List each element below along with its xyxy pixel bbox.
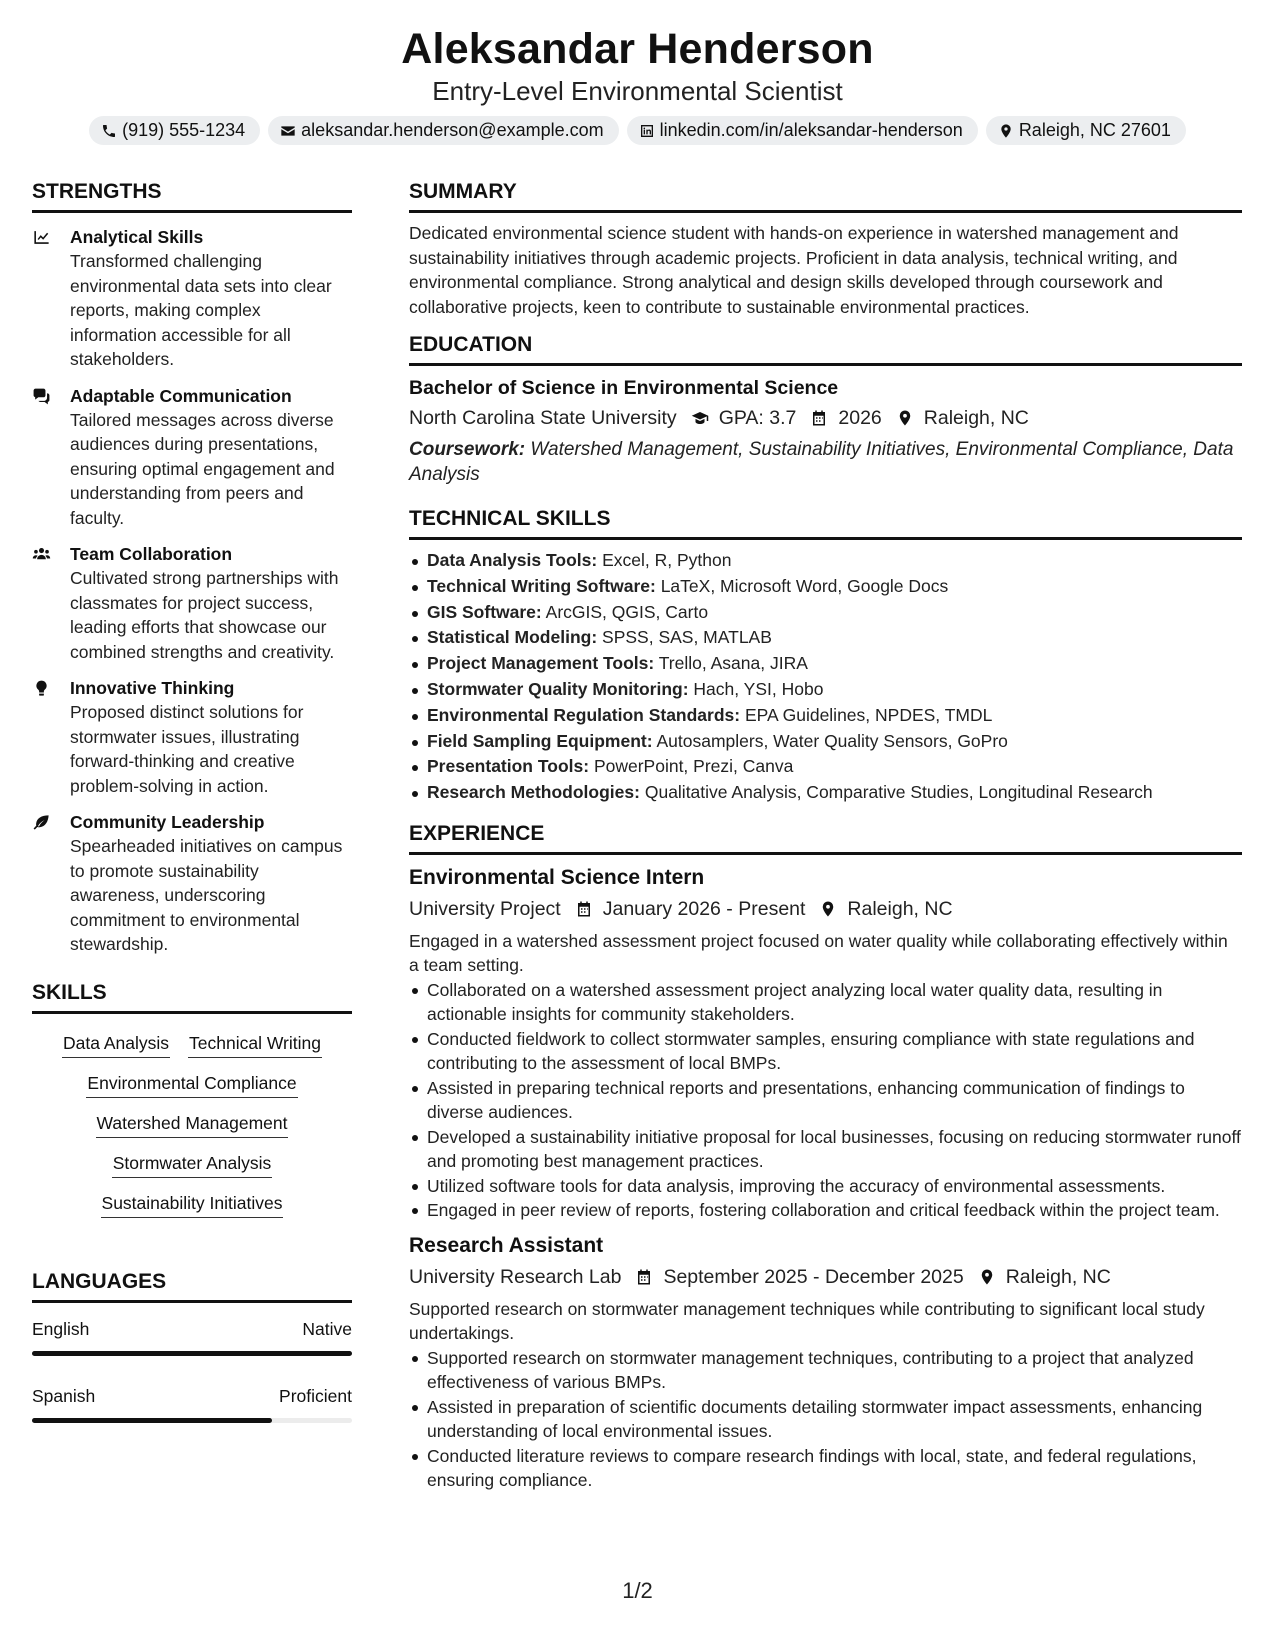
- technical-skills-heading: TECHNICAL SKILLS: [409, 505, 1242, 540]
- list-item: Collaborated on a watershed assessment project analyzing local water quality data, resulting in actionable insights for community stakeholders.: [409, 978, 1242, 1027]
- skill-tag: Stormwater Analysis: [112, 1151, 273, 1178]
- tech-skill-label: GIS Software:: [427, 601, 542, 622]
- tech-skill-label: Data Analysis Tools:: [427, 550, 598, 570]
- tech-skill-label: Statistical Modeling:: [427, 627, 598, 648]
- list-item: [409, 600, 1242, 626]
- tech-skill-value: Excel, R, Python: [602, 550, 732, 570]
- job-meta: [409, 895, 1242, 923]
- users-icon: [32, 545, 51, 564]
- strength-item: [32, 810, 352, 957]
- list-item: [409, 574, 1242, 600]
- strength-desc: Transformed challenging environmental data sets into clear reports, making complex information accessible for all stakeholders.: [70, 251, 332, 369]
- proficiency-bar: [32, 1351, 352, 1356]
- job-bullets: [409, 1346, 1242, 1493]
- summary-heading: SUMMARY: [409, 178, 1242, 213]
- location-chip[interactable]: [986, 116, 1186, 145]
- strength-desc: Proposed distinct solutions for stormwater issues, illustrating forward-thinking and creative problem-solving in action.: [70, 702, 304, 796]
- skill-tag: Environmental Compliance: [86, 1071, 297, 1098]
- tech-skill-value: Trello, Asana, JIRA: [658, 653, 808, 674]
- leaf-icon: [32, 813, 51, 832]
- list-item: Conducted literature reviews to compare research findings with local, state, and federal regulations, ensuring compliance.: [409, 1444, 1242, 1493]
- chart-line-icon: [32, 228, 51, 247]
- list-item: [409, 780, 1242, 806]
- education-heading: EDUCATION: [409, 331, 1242, 366]
- coursework-text: Watershed Management, Sustainability Initiatives, Environmental Compliance, Data Analysis: [409, 439, 1234, 485]
- job-meta: [409, 1263, 1242, 1291]
- school-name: North Carolina State University: [409, 407, 677, 429]
- list-item: Utilized software tools for data analysis, improving the accuracy of environmental assessments.: [409, 1174, 1242, 1199]
- tech-skill-value: ArcGIS, QGIS, Carto: [545, 601, 709, 622]
- job-entry: [409, 864, 1242, 1223]
- strength-item: [32, 542, 352, 664]
- calendar-icon: [810, 409, 828, 427]
- coursework: [409, 438, 1242, 487]
- proficiency-fill: [32, 1418, 272, 1423]
- linkedin-chip[interactable]: [627, 116, 978, 145]
- list-item: Conducted fieldwork to collect stormwater samples, ensuring compliance with state regulations and contributing to the assessment of local BMPs.: [409, 1027, 1242, 1076]
- strength-title: Innovative Thinking: [70, 678, 235, 698]
- tech-skill-label: Environmental Regulation Standards:: [427, 704, 741, 725]
- graduation-year: 2026: [838, 407, 882, 429]
- summary-text: Dedicated environmental science student with hands-on experience in watershed management and sustainability initiatives through academic projects. Proficient in data analysis, technical writing, and environmental compliance. Strong analytical and design skills developed through coursework and collaborative projects, keen to contribute to sustainable environmental practices.: [409, 223, 1179, 317]
- strength-title: Adaptable Communication: [70, 385, 292, 406]
- language-name: Spanish: [32, 1385, 96, 1406]
- strengths-heading: STRENGTHS: [32, 178, 352, 213]
- list-item: [409, 625, 1242, 651]
- list-item: [409, 651, 1242, 677]
- skills-list: [32, 1031, 352, 1218]
- experience-heading: EXPERIENCE: [409, 820, 1242, 855]
- language-level: Native: [302, 1318, 352, 1339]
- skills-heading: SKILLS: [32, 979, 352, 1014]
- resume-header: [0, 0, 1275, 145]
- skill-tag: Sustainability Initiatives: [101, 1191, 284, 1218]
- job-entry: [409, 1232, 1242, 1493]
- tech-skill-value: EPA Guidelines, NPDES, TMDL: [744, 704, 993, 725]
- list-item: [409, 729, 1242, 755]
- job-location: Raleigh, NC: [847, 897, 953, 920]
- strength-title: Team Collaboration: [70, 544, 233, 564]
- job-title: Environmental Science Intern: [409, 865, 705, 889]
- list-item: Engaged in peer review of reports, fostering collaboration and critical feedback within the project team.: [409, 1198, 1242, 1223]
- proficiency-bar: [32, 1418, 352, 1423]
- languages-heading: LANGUAGES: [32, 1268, 352, 1303]
- tech-skill-label: Technical Writing Software:: [427, 575, 656, 596]
- tech-skill-label: Research Methodologies:: [427, 782, 640, 803]
- job-summary: Supported research on stormwater management techniques while contributing to significant local study undertakings.: [409, 1298, 1205, 1344]
- language-item: [32, 1317, 352, 1356]
- education-location: Raleigh, NC: [923, 407, 1029, 429]
- email-text: aleksandar.henderson@example.com: [301, 120, 604, 140]
- tech-skill-value: SPSS, SAS, MATLAB: [602, 627, 772, 648]
- education-meta: [409, 404, 1242, 432]
- job-bullets: [409, 978, 1242, 1223]
- job-summary: Engaged in a watershed assessment project focused on water quality while collaborating effectively within a team setting.: [409, 930, 1228, 976]
- job-org: University Project: [409, 897, 561, 920]
- list-item: Assisted in preparation of scientific documents detailing stormwater impact assessments, enhancing understanding of local environmental issues.: [409, 1395, 1242, 1444]
- strength-item: [32, 384, 352, 531]
- lightbulb-icon: [32, 679, 51, 698]
- degree-title: Bachelor of Science in Environmental Science: [409, 377, 839, 399]
- list-item: [409, 703, 1242, 729]
- strength-desc: Tailored messages across diverse audiences during presentations, ensuring optimal engagement and understanding from peers and faculty.: [70, 409, 335, 528]
- envelope-icon: [280, 123, 296, 139]
- technical-skills-list: [409, 548, 1242, 806]
- email-chip[interactable]: [268, 116, 618, 145]
- list-item: [409, 677, 1242, 703]
- right-column: [409, 178, 1242, 1493]
- list-item: [409, 548, 1242, 574]
- skill-tag: Data Analysis: [62, 1031, 170, 1058]
- page-number: 1/2: [622, 1578, 653, 1603]
- strength-item: [32, 225, 352, 372]
- tech-skill-value: Qualitative Analysis, Comparative Studies, Longitudinal Research: [644, 782, 1153, 803]
- proficiency-fill: [32, 1351, 352, 1356]
- linkedin-icon: [639, 123, 655, 139]
- job-dates: January 2026 - Present: [602, 897, 806, 920]
- job-org: University Research Lab: [409, 1265, 622, 1288]
- phone-icon: [101, 123, 117, 139]
- strength-item: [32, 676, 352, 798]
- tech-skill-value: Autosamplers, Water Quality Sensors, GoPro: [656, 730, 1008, 751]
- strength-title: Analytical Skills: [70, 227, 204, 247]
- tech-skill-value: LaTeX, Microsoft Word, Google Docs: [660, 575, 949, 596]
- strength-title: Community Leadership: [70, 812, 265, 832]
- phone-chip[interactable]: [89, 116, 260, 145]
- tech-skill-value: PowerPoint, Prezi, Canva: [593, 756, 794, 777]
- strength-desc: Cultivated strong partnerships with classmates for project success, leading efforts that showcase our combined strengths and creativity.: [70, 568, 339, 662]
- list-item: [409, 754, 1242, 780]
- map-pin-icon: [978, 1268, 996, 1286]
- calendar-icon: [635, 1268, 653, 1286]
- skill-tag: Technical Writing: [188, 1031, 322, 1058]
- language-level: Proficient: [279, 1385, 352, 1406]
- map-pin-icon: [819, 900, 837, 918]
- location-text: Raleigh, NC 27601: [1018, 120, 1171, 140]
- skill-tag: Watershed Management: [96, 1111, 289, 1138]
- language-item: [32, 1384, 352, 1423]
- gpa-text: GPA: 3.7: [718, 407, 797, 429]
- left-column: [32, 178, 352, 1423]
- list-item: Assisted in preparing technical reports and presentations, enhancing communication of findings to diverse audiences.: [409, 1076, 1242, 1125]
- coursework-label: Coursework:: [409, 439, 526, 460]
- candidate-name: Aleksandar Henderson: [401, 25, 874, 73]
- strength-desc: Spearheaded initiatives on campus to promote sustainability awareness, underscoring commitment to environmental stewardship.: [70, 836, 343, 954]
- tech-skill-label: Field Sampling Equipment:: [427, 730, 653, 751]
- tech-skill-label: Stormwater Quality Monitoring:: [427, 678, 689, 699]
- tech-skill-label: Project Management Tools:: [427, 653, 655, 674]
- contact-bar: [0, 116, 1275, 145]
- tech-skill-label: Presentation Tools:: [427, 756, 590, 777]
- list-item: Developed a sustainability initiative proposal for local businesses, focusing on reducing stormwater runoff and promoting best management practices.: [409, 1125, 1242, 1174]
- graduation-cap-icon: [691, 409, 709, 427]
- job-dates: September 2025 - December 2025: [663, 1265, 964, 1288]
- phone-text: (919) 555-1234: [122, 120, 246, 140]
- calendar-icon: [575, 900, 593, 918]
- linkedin-text: linkedin.com/in/aleksandar-henderson: [659, 120, 963, 140]
- job-location: Raleigh, NC: [1005, 1265, 1111, 1288]
- comments-icon: [32, 387, 51, 406]
- job-title: Research Assistant: [409, 1233, 604, 1257]
- map-pin-icon: [998, 123, 1014, 139]
- map-pin-icon: [896, 409, 914, 427]
- language-name: English: [32, 1318, 90, 1339]
- tech-skill-value: Hach, YSI, Hobo: [693, 678, 824, 699]
- list-item: Supported research on stormwater management techniques, contributing to a project that analyzed effectiveness of various BMPs.: [409, 1346, 1242, 1395]
- candidate-title: Entry-Level Environmental Scientist: [432, 76, 843, 106]
